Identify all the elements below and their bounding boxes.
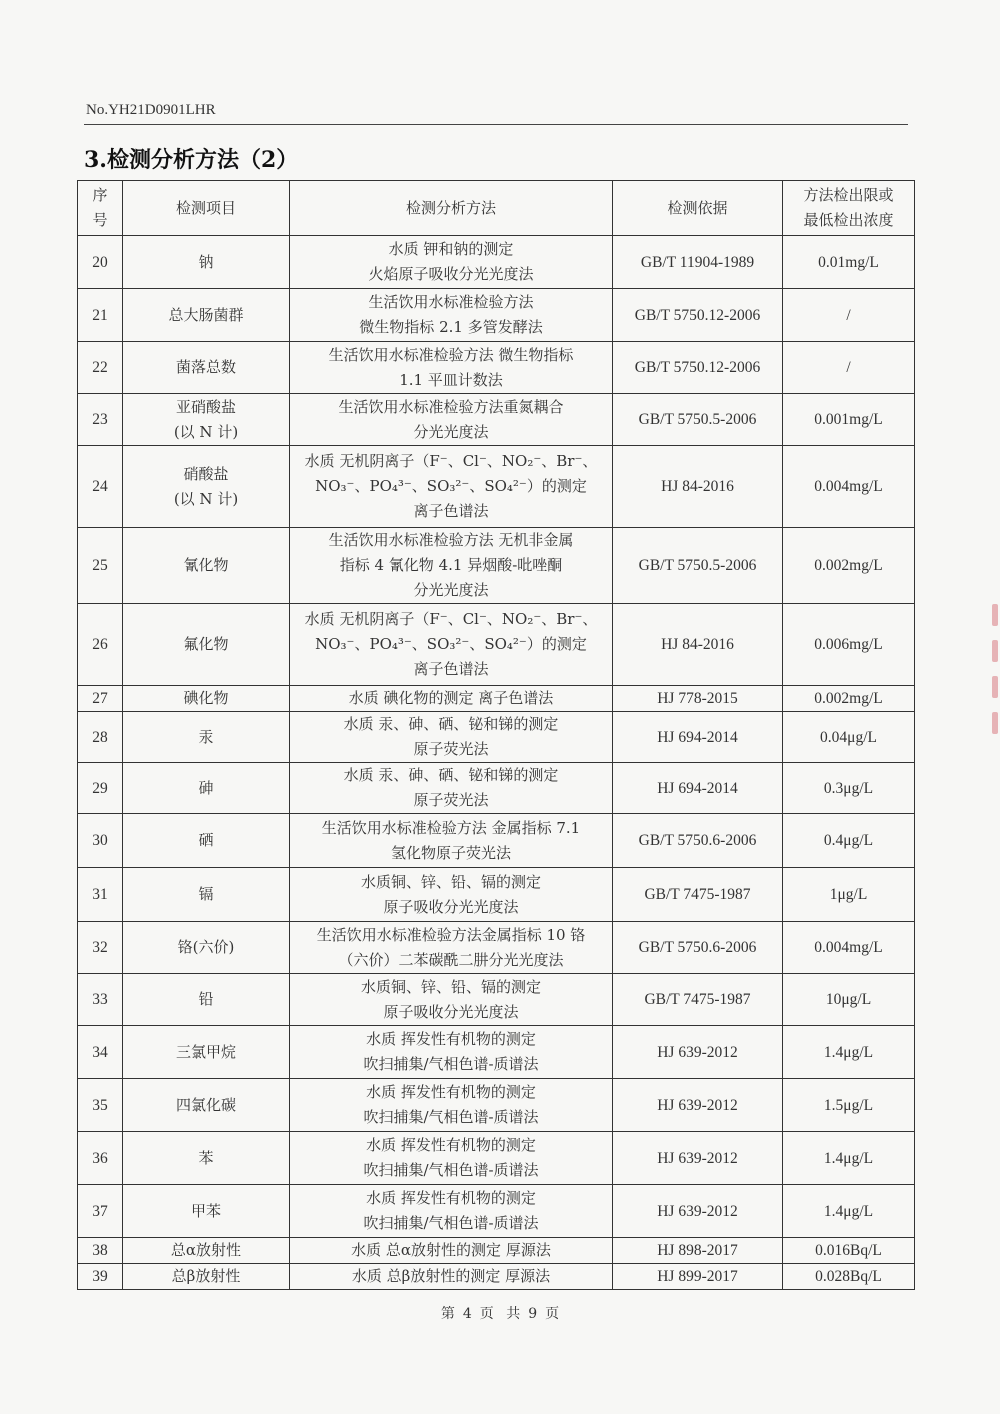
row-method: 水质 挥发性有机物的测定 吹扫捕集/气相色谱-质谱法	[290, 1185, 613, 1238]
row-item: 硒	[123, 814, 290, 868]
row-limit: 1.4μg/L	[783, 1132, 915, 1185]
row-limit: 0.004mg/L	[783, 446, 915, 528]
table-row	[78, 604, 915, 686]
table-header-row	[78, 181, 915, 236]
row-basis: HJ 639-2012	[613, 1185, 783, 1238]
row-number: 21	[78, 289, 123, 342]
row-limit: 0.028Bq/L	[783, 1264, 915, 1290]
table-row	[78, 1026, 915, 1079]
row-method: 水质 挥发性有机物的测定 吹扫捕集/气相色谱-质谱法	[290, 1079, 613, 1132]
row-number: 34	[78, 1026, 123, 1079]
table-row	[78, 528, 915, 604]
row-method: 水质 汞、砷、硒、铋和锑的测定 原子荧光法	[290, 763, 613, 814]
row-limit: 0.04μg/L	[783, 712, 915, 763]
table-row	[78, 686, 915, 712]
row-item: 砷	[123, 763, 290, 814]
table-row	[78, 814, 915, 868]
row-item: 汞	[123, 712, 290, 763]
row-limit: 1μg/L	[783, 868, 915, 922]
row-basis: HJ 84-2016	[613, 604, 783, 686]
row-item: 氟化物	[123, 604, 290, 686]
row-basis: GB/T 5750.12-2006	[613, 289, 783, 342]
row-method: 生活饮用水标准检验方法 微生物指标 1.1 平皿计数法	[290, 342, 613, 394]
section-title: 3.检测分析方法（2）	[84, 147, 299, 173]
table-row	[78, 868, 915, 922]
row-number: 22	[78, 342, 123, 394]
row-basis: HJ 899-2017	[613, 1264, 783, 1290]
row-item: 四氯化碳	[123, 1079, 290, 1132]
row-basis: HJ 639-2012	[613, 1132, 783, 1185]
row-number: 25	[78, 528, 123, 604]
row-limit: 1.4μg/L	[783, 1185, 915, 1238]
table-row	[78, 922, 915, 974]
table-row	[78, 394, 915, 446]
stamp-mark	[986, 590, 1000, 790]
row-item: 碘化物	[123, 686, 290, 712]
row-limit: 10μg/L	[783, 974, 915, 1026]
row-item: 铅	[123, 974, 290, 1026]
row-item: 镉	[123, 868, 290, 922]
methods-table	[77, 180, 915, 1290]
row-method: 水质 挥发性有机物的测定 吹扫捕集/气相色谱-质谱法	[290, 1026, 613, 1079]
row-number: 32	[78, 922, 123, 974]
row-limit: 0.002mg/L	[783, 686, 915, 712]
row-item: 铬(六价)	[123, 922, 290, 974]
row-limit: 0.006mg/L	[783, 604, 915, 686]
row-limit: 0.016Bq/L	[783, 1238, 915, 1264]
row-basis: GB/T 11904-1989	[613, 236, 783, 289]
header-seq: 序 号	[78, 181, 123, 236]
row-number: 38	[78, 1238, 123, 1264]
table-row	[78, 1079, 915, 1132]
row-limit: 1.4μg/L	[783, 1026, 915, 1079]
row-number: 29	[78, 763, 123, 814]
row-method: 水质 碘化物的测定 离子色谱法	[290, 686, 613, 712]
row-item: 氰化物	[123, 528, 290, 604]
row-number: 27	[78, 686, 123, 712]
row-item: 总大肠菌群	[123, 289, 290, 342]
row-method: 水质 汞、砷、硒、铋和锑的测定 原子荧光法	[290, 712, 613, 763]
row-number: 24	[78, 446, 123, 528]
row-item: 菌落总数	[123, 342, 290, 394]
row-method: 生活饮用水标准检验方法 无机非金属 指标 4 氰化物 4.1 异烟酸-吡唑酮 分光光度法	[290, 528, 613, 604]
row-item: 总β放射性	[123, 1264, 290, 1290]
row-basis: HJ 898-2017	[613, 1238, 783, 1264]
row-limit: 0.01mg/L	[783, 236, 915, 289]
row-basis: HJ 694-2014	[613, 763, 783, 814]
row-item: 硝酸盐 (以 N 计)	[123, 446, 290, 528]
row-method: 生活饮用水标准检验方法金属指标 10 铬 （六价）二苯碳酰二肼分光光度法	[290, 922, 613, 974]
row-method: 生活饮用水标准检验方法 金属指标 7.1 氢化物原子荧光法	[290, 814, 613, 868]
row-number: 35	[78, 1079, 123, 1132]
row-basis: GB/T 7475-1987	[613, 974, 783, 1026]
header-limit: 方法检出限或 最低检出浓度	[783, 181, 915, 236]
page-total: 9	[528, 1306, 538, 1322]
row-limit: 0.4μg/L	[783, 814, 915, 868]
row-number: 37	[78, 1185, 123, 1238]
row-method: 生活饮用水标准检验方法重氮耦合 分光光度法	[290, 394, 613, 446]
row-number: 36	[78, 1132, 123, 1185]
row-number: 30	[78, 814, 123, 868]
table-row	[78, 712, 915, 763]
table-row	[78, 974, 915, 1026]
header-rule	[84, 124, 908, 125]
row-basis: GB/T 5750.6-2006	[613, 922, 783, 974]
row-method: 水质 钾和钠的测定 火焰原子吸收分光光度法	[290, 236, 613, 289]
row-basis: GB/T 5750.6-2006	[613, 814, 783, 868]
row-method: 水质 总α放射性的测定 厚源法	[290, 1238, 613, 1264]
row-basis: HJ 778-2015	[613, 686, 783, 712]
row-number: 20	[78, 236, 123, 289]
row-basis: HJ 694-2014	[613, 712, 783, 763]
header-method: 检测分析方法	[290, 181, 613, 236]
row-basis: GB/T 5750.12-2006	[613, 342, 783, 394]
document-number: No.YH21D0901LHR	[86, 102, 216, 118]
row-item: 甲苯	[123, 1185, 290, 1238]
row-method: 水质铜、锌、铅、镉的测定 原子吸收分光光度法	[290, 868, 613, 922]
table-row	[78, 763, 915, 814]
header-item: 检测项目	[123, 181, 290, 236]
row-basis: HJ 84-2016	[613, 446, 783, 528]
row-method: 生活饮用水标准检验方法 微生物指标 2.1 多管发酵法	[290, 289, 613, 342]
row-basis: GB/T 5750.5-2006	[613, 528, 783, 604]
table-row	[78, 1238, 915, 1264]
row-number: 33	[78, 974, 123, 1026]
row-item: 三氯甲烷	[123, 1026, 290, 1079]
row-item: 钠	[123, 236, 290, 289]
row-limit: 1.5μg/L	[783, 1079, 915, 1132]
row-method: 水质 无机阴离子（F⁻、Cl⁻、NO₂⁻、Br⁻、 NO₃⁻、PO₄³⁻、SO₃²⁻、SO₄²⁻）的测定 离子色谱法	[290, 446, 613, 528]
row-basis: HJ 639-2012	[613, 1026, 783, 1079]
page-number: 4	[462, 1306, 472, 1322]
row-method: 水质 挥发性有机物的测定 吹扫捕集/气相色谱-质谱法	[290, 1132, 613, 1185]
row-method: 水质 无机阴离子（F⁻、Cl⁻、NO₂⁻、Br⁻、 NO₃⁻、PO₄³⁻、SO₃²⁻、SO₄²⁻）的测定 离子色谱法	[290, 604, 613, 686]
row-limit: /	[783, 289, 915, 342]
row-number: 28	[78, 712, 123, 763]
table-row	[78, 342, 915, 394]
page-footer: 第 4 页 共 9 页	[440, 1306, 560, 1322]
row-number: 23	[78, 394, 123, 446]
row-basis: GB/T 5750.5-2006	[613, 394, 783, 446]
table-row	[78, 1185, 915, 1238]
row-limit: 0.004mg/L	[783, 922, 915, 974]
row-limit: 0.001mg/L	[783, 394, 915, 446]
row-item: 苯	[123, 1132, 290, 1185]
row-method: 水质 总β放射性的测定 厚源法	[290, 1264, 613, 1290]
row-item: 亚硝酸盐 (以 N 计)	[123, 394, 290, 446]
row-basis: GB/T 7475-1987	[613, 868, 783, 922]
row-limit: 0.3μg/L	[783, 763, 915, 814]
row-method: 水质铜、锌、铅、镉的测定 原子吸收分光光度法	[290, 974, 613, 1026]
row-limit: /	[783, 342, 915, 394]
row-number: 26	[78, 604, 123, 686]
row-basis: HJ 639-2012	[613, 1079, 783, 1132]
table-row	[78, 1132, 915, 1185]
row-number: 31	[78, 868, 123, 922]
table-row	[78, 446, 915, 528]
row-number: 39	[78, 1264, 123, 1290]
row-item: 总α放射性	[123, 1238, 290, 1264]
table-row	[78, 236, 915, 289]
table-row	[78, 1264, 915, 1290]
header-basis: 检测依据	[613, 181, 783, 236]
table-row	[78, 289, 915, 342]
row-limit: 0.002mg/L	[783, 528, 915, 604]
